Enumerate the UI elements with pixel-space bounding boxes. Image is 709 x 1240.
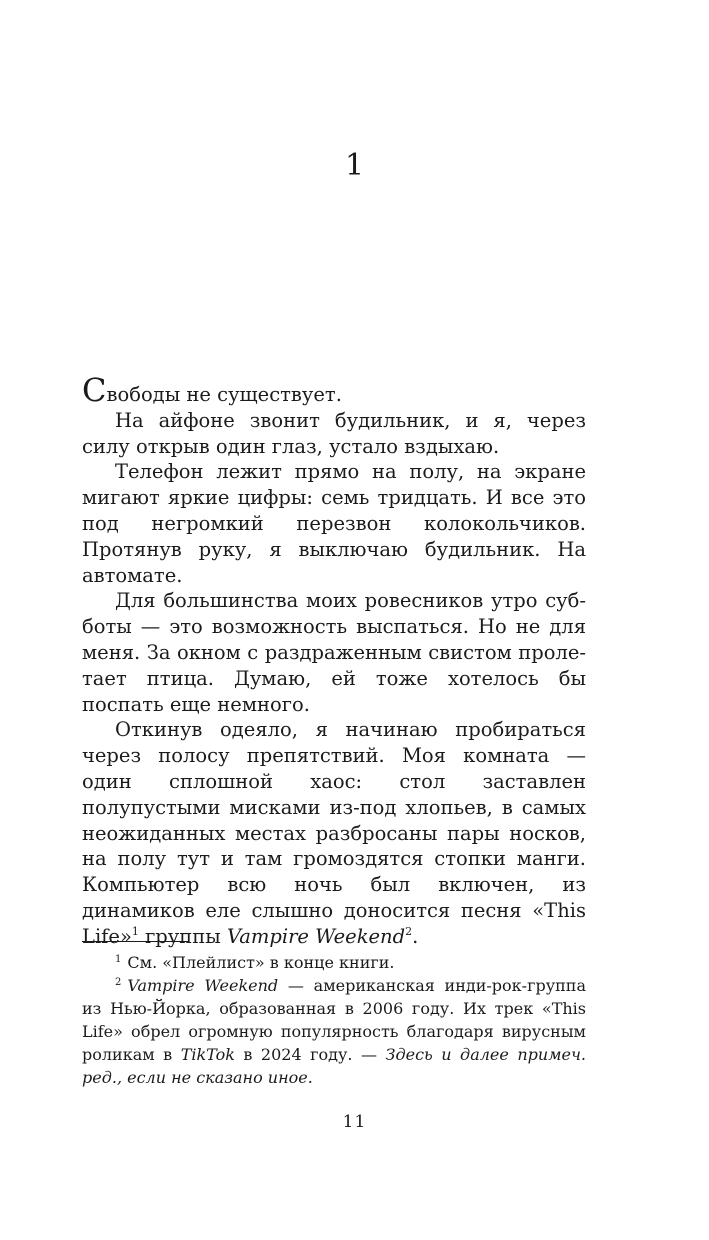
footnote-2-text-b: в 2024 году. — <box>234 1045 386 1064</box>
footnote-1-text: См. «Плейлист» в конце книги. <box>127 953 395 972</box>
footnote-1 <box>82 951 586 974</box>
paragraph-5 <box>82 717 586 949</box>
footnote-2-mark: 2 <box>115 977 122 988</box>
drop-cap: С <box>82 371 107 409</box>
paragraph-5-text-c: . <box>412 924 419 948</box>
footnote-2-editor-note: Здесь и далее примеч. ред., если не сказано иное. <box>82 1045 586 1087</box>
paragraph-1-text: вободы не существует. <box>106 383 342 406</box>
footnote-ref-1: 1 <box>131 924 139 938</box>
footnote-2-platform: TikTok <box>180 1045 235 1064</box>
footnote-2-band: Vampire Weekend <box>127 976 279 995</box>
paragraph-3: Телефон лежит прямо на полу, на экране мигают яркие цифры: семь тридцать. И все это под негромкий перезвон колокольчиков. Протянув руку, я выключаю будильник. На автомате. <box>82 460 586 587</box>
paragraph-5-text-a: Откинув одеяло, я начинаю пробираться через полосу препятствий. Моя комната — один сплошной хаос: стол заставлен полупустыми мисками из-под хлопьев, в самых неожиданных местах разбросаны пары носков, на полу тут и там громоздятся стопки манги. Компьютер всю ночь был включен, из динамиков еле слышно доносится песня «This Life» <box>82 718 586 948</box>
footnotes <box>82 951 586 1089</box>
footnote-1-mark: 1 <box>115 954 122 965</box>
footnote-rule <box>82 941 188 942</box>
page-number: 11 <box>342 1112 367 1132</box>
paragraph-5-text-b: группы <box>138 924 227 948</box>
chapter-number: 1 <box>344 148 365 183</box>
footnote-ref-2: 2 <box>405 924 413 938</box>
paragraph-2: На айфоне звонит будильник, и я, через силу открыв один глаз, устало вздыхаю. <box>82 408 586 458</box>
footnote-2-text-a: — американская инди-рок-группа из Нью-Йорка, образованная в 2006 году. Их трек «This Life» обрел огромную популярность благодаря вирусным роликам в <box>82 976 586 1064</box>
band-name: Vampire Weekend <box>226 924 406 948</box>
paragraph-1 <box>82 371 586 409</box>
paragraph-4: Для большинства моих ровесников утро субботы — это возможность выспаться. Но не для меня. За окном с раздраженным свистом пролетает птица. Думаю, ей тоже хотелось бы поспать еще немного. <box>82 589 586 716</box>
footnote-2 <box>82 974 586 1089</box>
body-text <box>82 371 586 950</box>
